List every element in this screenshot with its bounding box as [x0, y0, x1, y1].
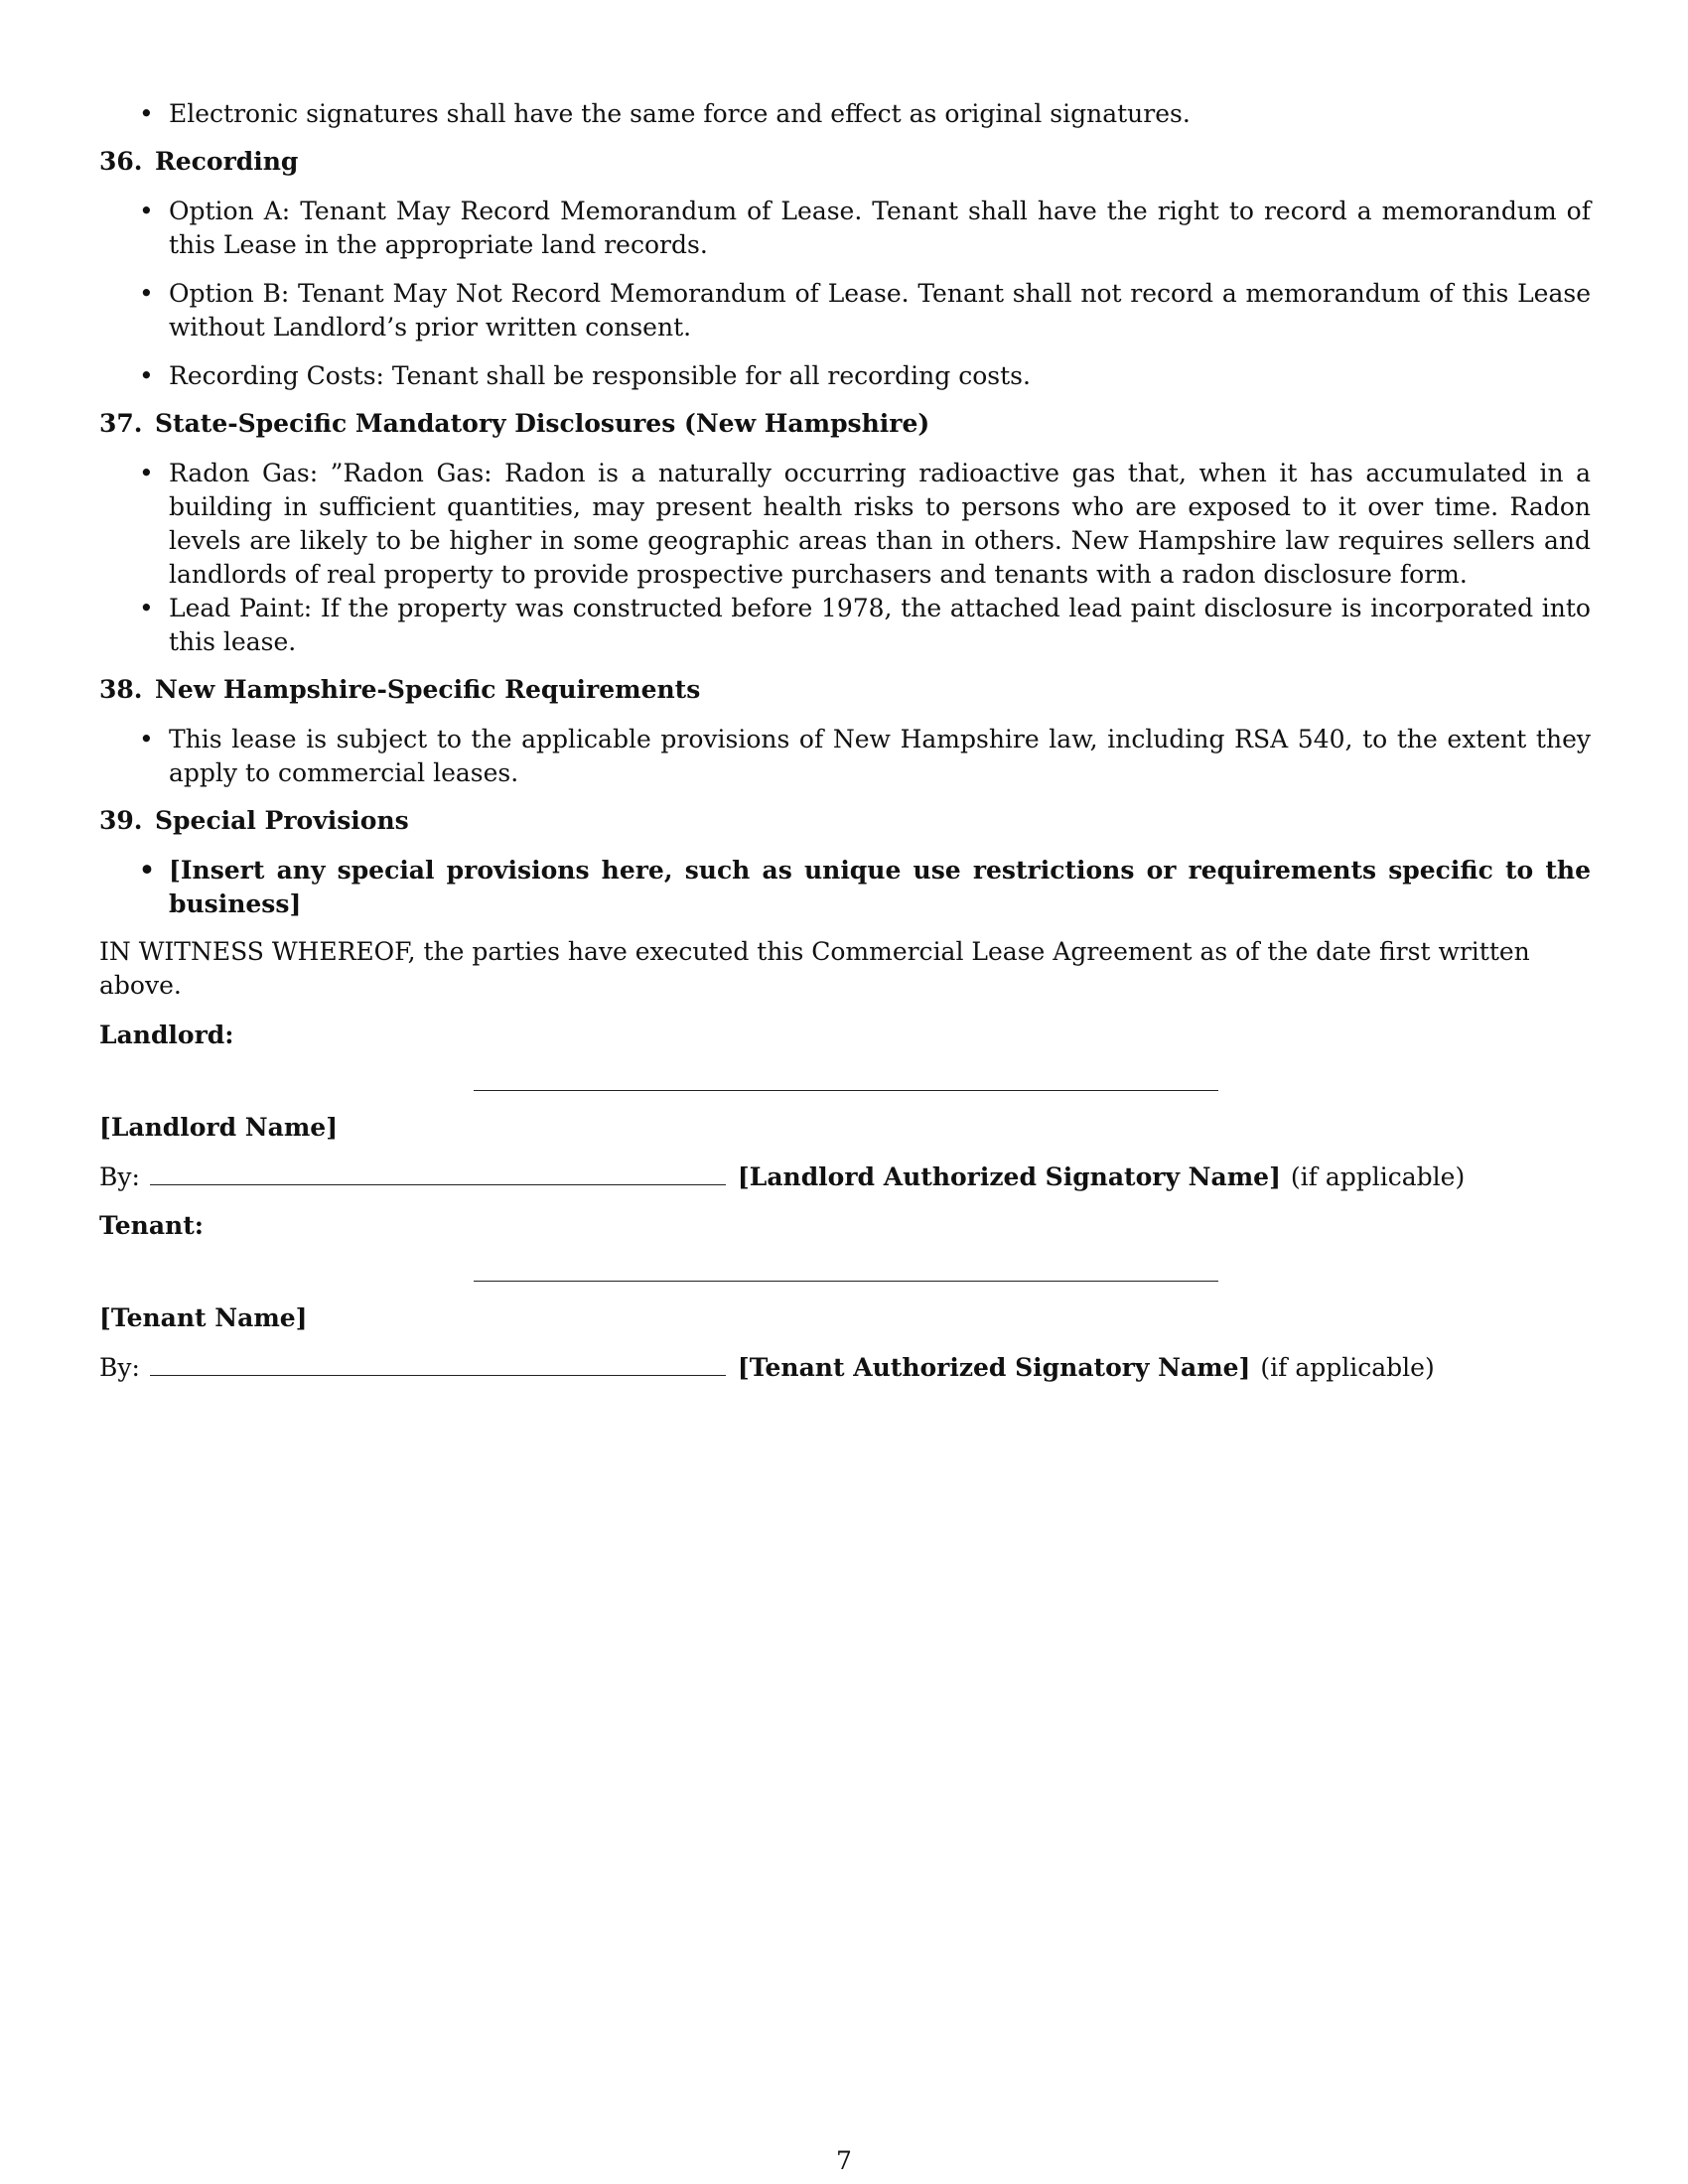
- list-item-text: Option B: Tenant May Not Record Memorandum of Lease. Tenant shall not record a memorandum of this Lease without Landlord’s prior written consent.: [169, 279, 1591, 341]
- list-item-text: Option A: Tenant May Record Memorandum of Lease. Tenant shall have the right to record a memorandum of this Lease in the appropriate land records.: [169, 197, 1591, 259]
- section-heading-recording: [99, 145, 1591, 179]
- list-item-text: Radon Gas: ”Radon Gas: Radon is a naturally occurring radioactive gas that, when it has accumulated in a building in sufficient quantities, may present health risks to persons who are exposed to it over time. Radon levels are likely to be higher in some geographic areas than in others. New Hampshire law requires sellers and landlords of real property to provide prospective purchasers and tenants with a radon disclosure form.: [169, 459, 1591, 589]
- bullet-icon: •: [139, 725, 154, 753]
- bullet-list-special-provisions: [99, 854, 1591, 921]
- page-number: 7: [836, 2146, 852, 2175]
- tenant-signature-line[interactable]: [474, 1281, 1218, 1282]
- witness-statement: IN WITNESS WHEREOF, the parties have executed this Commercial Lease Agreement as of the date first written above.: [99, 937, 1530, 1000]
- tenant-signatory-name: [Tenant Authorized Signatory Name]: [737, 1353, 1251, 1382]
- bullet-icon: •: [139, 197, 154, 225]
- tenant-signatory-suffix: (if applicable): [1260, 1353, 1435, 1382]
- landlord-by-row: [99, 1160, 1591, 1194]
- bullet-list-nh-requirements: [99, 723, 1591, 790]
- landlord-label: Landlord:: [99, 1021, 234, 1049]
- bullet-icon: •: [139, 459, 154, 487]
- landlord-name: [Landlord Name]: [99, 1113, 339, 1142]
- section-title: State-Specific Mandatory Disclosures (New Hampshire): [155, 409, 930, 438]
- bullet-list-disclosures: [99, 457, 1591, 659]
- section-number: 36.: [99, 147, 143, 176]
- section-number: 39.: [99, 806, 143, 835]
- bullet-list-signatures: [99, 97, 1591, 131]
- section-title: Special Provisions: [155, 806, 409, 835]
- landlord-signature-line[interactable]: [474, 1090, 1218, 1091]
- list-item: [99, 592, 1591, 659]
- list-item-text: Electronic signatures shall have the same force and effect as original signatures.: [169, 99, 1191, 128]
- list-item: [99, 277, 1591, 344]
- by-label: By:: [99, 1353, 140, 1382]
- tenant-by-signature-field[interactable]: [150, 1355, 726, 1376]
- tenant-by-row: [99, 1351, 1591, 1385]
- list-item: [99, 457, 1591, 592]
- bullet-icon: •: [139, 594, 154, 622]
- section-title: Recording: [155, 147, 299, 176]
- tenant-name: [Tenant Name]: [99, 1303, 308, 1332]
- section-heading-disclosures: [99, 407, 1591, 441]
- bullet-icon: •: [139, 856, 155, 885]
- list-item: [99, 195, 1591, 262]
- list-item: [99, 854, 1591, 921]
- document-page: [99, 97, 1591, 1400]
- bullet-icon: •: [139, 99, 154, 128]
- section-heading-nh-requirements: [99, 673, 1591, 707]
- bullet-icon: •: [139, 361, 154, 390]
- landlord-by-signature-field[interactable]: [150, 1164, 726, 1185]
- list-item: [99, 723, 1591, 790]
- section-number: 37.: [99, 409, 143, 438]
- section-number: 38.: [99, 675, 143, 704]
- section-heading-special-provisions: [99, 804, 1591, 838]
- list-item-text: Recording Costs: Tenant shall be responsible for all recording costs.: [169, 361, 1031, 390]
- list-item-text: This lease is subject to the applicable provisions of New Hampshire law, including RSA 540, to the extent they apply to commercial leases.: [169, 725, 1591, 787]
- landlord-signatory-suffix: (if applicable): [1290, 1162, 1466, 1191]
- section-title: New Hampshire-Specific Requirements: [155, 675, 701, 704]
- list-item-text: Lead Paint: If the property was constructed before 1978, the attached lead paint disclosure is incorporated into this lease.: [169, 594, 1591, 656]
- list-item: [99, 359, 1591, 393]
- bullet-list-recording: [99, 195, 1591, 393]
- bullet-icon: •: [139, 279, 154, 308]
- list-item-text: [Insert any special provisions here, such as unique use restrictions or requirements specific to the business]: [169, 856, 1591, 918]
- tenant-label: Tenant:: [99, 1211, 204, 1240]
- landlord-signatory-name: [Landlord Authorized Signatory Name]: [737, 1162, 1281, 1191]
- list-item: [99, 97, 1591, 131]
- by-label: By:: [99, 1162, 140, 1191]
